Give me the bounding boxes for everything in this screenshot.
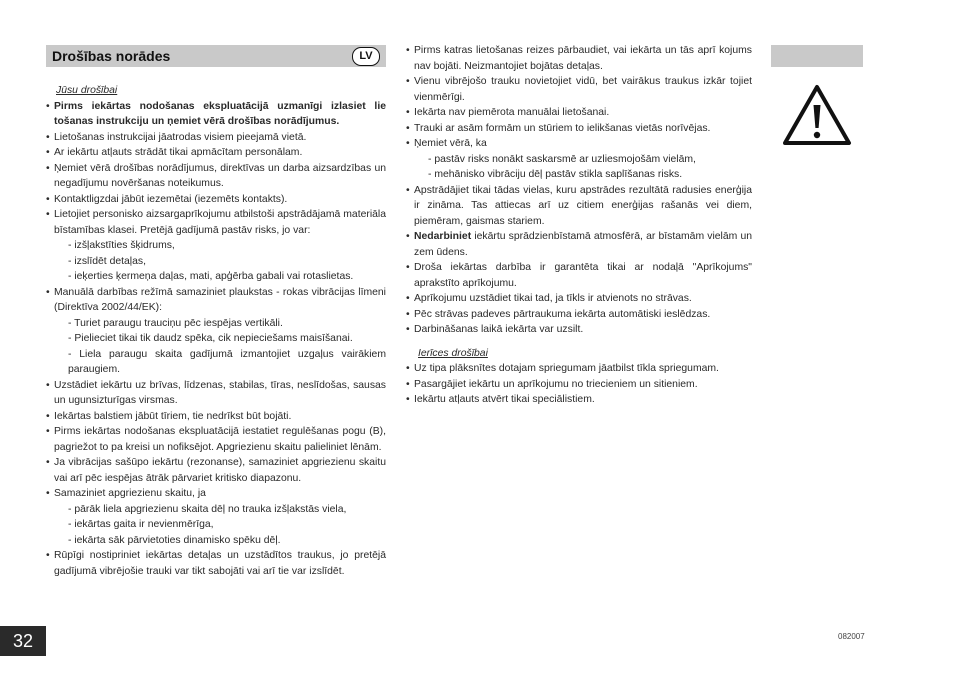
sub-item: - iekārta sāk pārvietoties dinamisko spēku dēļ. — [68, 534, 281, 546]
section-title: Drošības norādes — [52, 48, 171, 64]
sub-item: - mehānisko vibrāciju dēļ pastāv stikla saplīšanas risks. — [428, 169, 683, 180]
list-item: • Darbināšanas laikā iekārta var uzsilt. — [406, 322, 752, 338]
list-item: • Pasargājiet iekārtu un aprīkojumu no triecieniem un sitieniem. — [406, 377, 752, 393]
list-item: • Iekārtu atļauts atvērt tikai speciālistiem. — [406, 392, 752, 408]
sub-item: - iekārtas gaita ir nevienmērīga, — [68, 519, 214, 530]
list-item: • Trauki ar asām formām un stūriem to ielikšanas vietās norīvējas. — [406, 121, 752, 137]
bullet-icon: • — [406, 378, 410, 390]
right-column — [406, 43, 752, 408]
list-item: • Ja vibrācijas sašūpo iekārtu (rezonanse), samaziniet apgriezienu skaitu vai arī pēc iespējas ātrāk pārvariet kritisko diapazonu. — [46, 457, 386, 484]
sub-item: - ieķerties ķermeņa daļas, mati, apģērba gabali vai rotaslietas. — [68, 271, 354, 282]
list-item: • Ar iekārtu atļauts strādāt tikai apmācītam personālam. — [46, 145, 386, 161]
bullet-icon: • — [406, 45, 410, 56]
warning-triangle-icon — [781, 82, 853, 153]
list-item: • Apstrādājiet tikai tādas vielas, kuru apstrādes rezultātā radusies enerģija ir zināma. Tas attiecas arī uz citiem enerģijas rašanās vei diem, piemēram, gaismas stariem. — [406, 184, 752, 227]
bullet-icon: • — [406, 231, 410, 242]
bullet-icon: • — [46, 162, 50, 174]
bullet-icon: • — [406, 363, 410, 374]
list-item: • Manuālā darbības režīmā samaziniet plaukstas - rokas vibrācijas līmeni (Direktīva 2002/44/EK): - Turiet paraugu trauciņu pēc iespējas vertikāli. - Pielieciet tikai tik daudz spēka, cik nepieciešams maisīšanai. - Liela paraugu skaita gadījumā izmantojiet uzgaļus vairākiem paraugiem. — [46, 285, 386, 378]
section-header — [46, 45, 386, 67]
bullet-icon: • — [406, 107, 410, 118]
left-column — [46, 83, 386, 579]
list-item: • Ņemiet vērā drošības norādījumus, direktīvas un darba aizsardzības un negadījumu novēršanas noteikumus. — [46, 162, 386, 189]
language-badge: LV — [352, 47, 380, 66]
list-item: • Vienu vibrējošo trauku novietojiet vidū, bet vairākus traukus izkār tojiet vienmērīgi. — [406, 76, 752, 103]
bullet-icon: • — [46, 488, 50, 499]
sub-item: - izslīdēt detaļas, — [68, 255, 146, 267]
list-item: • Kontaktligzdai jābūt iezemētai (iezemēts kontakts). — [46, 192, 386, 208]
list-item: • Pirms iekārtas nodošanas ekspluatācijā iestatiet regulēšanas pogu (B), pagriežot to pa kreisi un nofiksējot. Apgriezienu skaitu palieliniet lēnām. — [46, 426, 386, 453]
list-item: • Nedarbiniet iekārtu sprādzienbīstamā atmosfērā, ar bīstamām vielām un zem ūdens. — [406, 231, 752, 258]
sub-item: - pastāv risks nonākt saskarsmē ar uzliesmojošām vielām, — [428, 153, 696, 165]
list-item: • Uz tipa plāksnītes dotajam spriegumam jāatbilst tīkla spriegumam. — [406, 361, 752, 377]
right-gray-tab — [771, 45, 863, 67]
sub-item: - Turiet paraugu trauciņu pēc iespējas vertikāli. — [68, 317, 283, 329]
bullet-icon: • — [46, 147, 50, 158]
document-code: 082007 — [838, 632, 865, 641]
bullet-icon: • — [406, 324, 410, 335]
list-item: • Pēc strāvas padeves pārtraukuma iekārta automātiski ieslēdzas. — [406, 307, 752, 323]
sub-item: - izšļakstīties šķidrums, — [68, 240, 175, 251]
bullet-icon: • — [46, 286, 50, 298]
sub-item: - pārāk liela apgriezienu skaita dēļ no trauka izšļakstās viela, — [68, 503, 347, 515]
list-item: • Samaziniet apgriezienu skaitu, ja - pārāk liela apgriezienu skaita dēļ no trauka izšļakstās viela, - iekārtas gaita ir nevienmērīga, - iekārta sāk pārvietoties dinamisko spēku dēļ. — [46, 486, 386, 548]
bullet-icon: • — [46, 550, 50, 561]
bullet-icon: • — [46, 131, 50, 143]
bullet-icon: • — [406, 122, 410, 134]
list-item: • Droša iekārtas darbība ir garantēta tikai ar nodaļā "Aprīkojums" aprakstīto aprīkojumu. — [406, 262, 752, 289]
bullet-icon: • — [406, 262, 410, 273]
bullet-icon: • — [46, 426, 50, 437]
bullet-icon: • — [46, 100, 50, 112]
list-item: • Pirms katras lietošanas reizes pārbaudiet, vai iekārta un tās aprī kojums nav bojāti. Neizmantojiet bojātas detaļas. — [406, 45, 752, 72]
bullet-icon: • — [406, 138, 410, 149]
list-item: • Iekārta nav piemērota manuālai lietošanai. — [406, 105, 752, 121]
bullet-icon: • — [46, 193, 50, 205]
bullet-icon: • — [46, 209, 50, 220]
list-item: • Lietošanas instrukcijai jāatrodas visiem pieejamā vietā. — [46, 130, 386, 146]
bullet-icon: • — [406, 293, 410, 304]
subheading-device-safety: Ierīces drošībai — [418, 347, 488, 359]
sub-item: - Pielieciet tikai tik daudz spēka, cik nepieciešams maisīšanai. — [68, 333, 353, 344]
bullet-icon: • — [406, 308, 410, 320]
bullet-icon: • — [406, 394, 410, 405]
bullet-icon: • — [406, 184, 410, 196]
bold-lead: Nedarbiniet — [414, 231, 472, 242]
bullet-icon: • — [46, 457, 50, 468]
list-item: • Rūpīgi nostipriniet iekārtas detaļas un uzstādītos traukus, jo pretējā gadījumā vibrējošie trauki var tikt sabojāti vai arī tie var izslīdēt. — [46, 550, 386, 577]
list-item: • Uzstādiet iekārtu uz brīvas, līdzenas, stabilas, tīras, neslīdošas, sausas un ugunsizturīgas virsmas. — [46, 379, 386, 406]
list-item: • Pirms iekārtas nodošanas ekspluatācijā uzmanīgi izlasiet lie tošanas instrukciju un ņemiet vērā drošības norādījumus. — [46, 100, 386, 127]
list-item: • Lietojiet personisko aizsargaprīkojumu atbilstoši apstrādājamā materiāla bīstamības klasei. Pretējā gadījumā pastāv risks, jo var: - izšļakstīties šķidrums, - izslīdēt detaļas, - ieķerties ķermeņa daļas, mati, apģērba gabali vai rotaslietas. — [46, 207, 386, 285]
list-item: • Ņemiet vērā, ka - pastāv risks nonākt saskarsmē ar uzliesmojošām vielām, - mehānisko vibrāciju dēļ pastāv stikla saplīšanas risks. — [406, 136, 752, 183]
page-number: 32 — [0, 626, 46, 656]
subheading-your-safety: Jūsu drošībai — [56, 85, 118, 96]
sub-item: - Liela paraugu skaita gadījumā izmantojiet uzgaļus vairākiem paraugiem. — [68, 348, 386, 375]
list-item: • Iekārtas balstiem jābūt tīriem, tie nedrīkst būt bojāti. — [46, 409, 386, 425]
bullet-icon: • — [46, 379, 50, 391]
bullet-icon: • — [406, 76, 410, 87]
bullet-icon: • — [46, 410, 50, 422]
list-item: • Aprīkojumu uzstādiet tikai tad, ja tīkls ir atvienots no strāvas. — [406, 291, 752, 307]
